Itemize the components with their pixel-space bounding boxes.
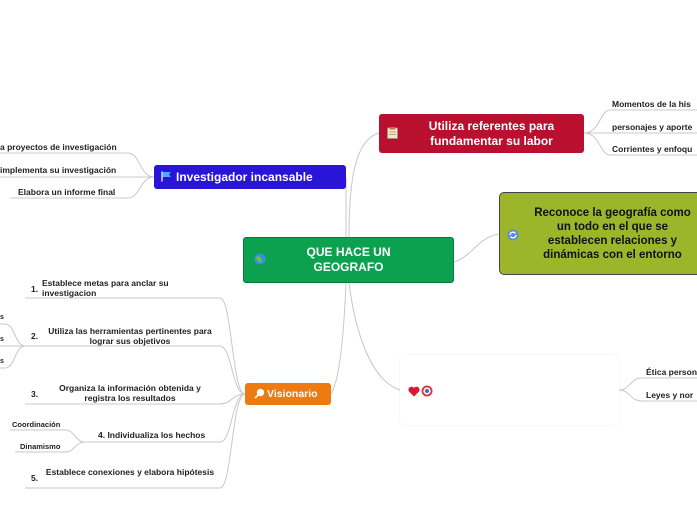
item-1-number: 1. bbox=[31, 284, 39, 294]
subtopic-cut-3[interactable]: s bbox=[0, 358, 4, 365]
subtopic-momentos[interactable]: Momentos de la his bbox=[612, 99, 691, 109]
subtopic-personajes[interactable]: personajes y aporte bbox=[612, 122, 693, 132]
target-icon bbox=[421, 384, 433, 402]
topic-investigador-label: Investigador incansable bbox=[176, 170, 313, 184]
item-2-text[interactable]: Utiliza las herramientas pertinentes para lograr sus objetivos bbox=[48, 326, 212, 346]
topic-visionario[interactable] bbox=[245, 383, 331, 405]
item-5-text[interactable]: Establece conexiones y elabora hipótesis bbox=[45, 467, 215, 477]
central-topic[interactable] bbox=[243, 237, 454, 283]
subtopic-implementa[interactable]: implementa su investigación bbox=[0, 165, 117, 175]
subtopic-corrientes[interactable]: Corrientes y enfoqu bbox=[612, 144, 693, 154]
globe-icon bbox=[254, 253, 266, 269]
topic-referentes[interactable] bbox=[379, 114, 584, 153]
heart-icon bbox=[408, 384, 420, 402]
topic-referentes-label: Utiliza referentes para fundamentar su labor bbox=[428, 118, 555, 148]
magnifier-icon bbox=[254, 388, 265, 402]
notepad-icon bbox=[387, 127, 398, 143]
subtopic-cut-1[interactable]: s bbox=[0, 314, 4, 321]
refresh-icon bbox=[507, 229, 519, 245]
item-5-number: 5. bbox=[31, 473, 39, 483]
topic-investigador[interactable] bbox=[154, 165, 346, 189]
topic-valores[interactable] bbox=[400, 355, 619, 425]
subtopic-cut-2[interactable]: s bbox=[0, 336, 4, 343]
subtopic-informe[interactable]: Elabora un informe final bbox=[18, 187, 116, 197]
item-3-text[interactable]: Organiza la información obtenida y registra los resultados bbox=[59, 383, 201, 403]
topic-geografia[interactable] bbox=[499, 192, 697, 275]
flag-icon bbox=[161, 171, 172, 185]
subtopic-leyes[interactable]: Leyes y nor bbox=[646, 390, 694, 400]
item-1-text[interactable]: Establece metas para anclar su investigacion bbox=[42, 278, 169, 298]
topic-visionario-label: Visionario bbox=[267, 388, 318, 400]
central-topic-label: QUE HACE UN GEOGRAFO bbox=[306, 245, 391, 274]
topic-geografia-label: Reconoce la geografía como un todo en el que se establecen relaciones y dinámicas con el entorno bbox=[534, 206, 691, 261]
subtopic-coordinacion[interactable]: Coordinación bbox=[12, 420, 61, 429]
subtopic-dinamismo[interactable]: Dinamismo bbox=[20, 442, 61, 451]
subtopic-etica[interactable]: Ética person bbox=[646, 367, 697, 377]
subtopic-proyectos[interactable]: a proyectos de investigación bbox=[0, 142, 117, 152]
item-2-number: 2. bbox=[31, 331, 39, 341]
item-3-number: 3. bbox=[31, 389, 39, 399]
item-4-text[interactable]: 4. Individualiza los hechos bbox=[98, 430, 206, 440]
